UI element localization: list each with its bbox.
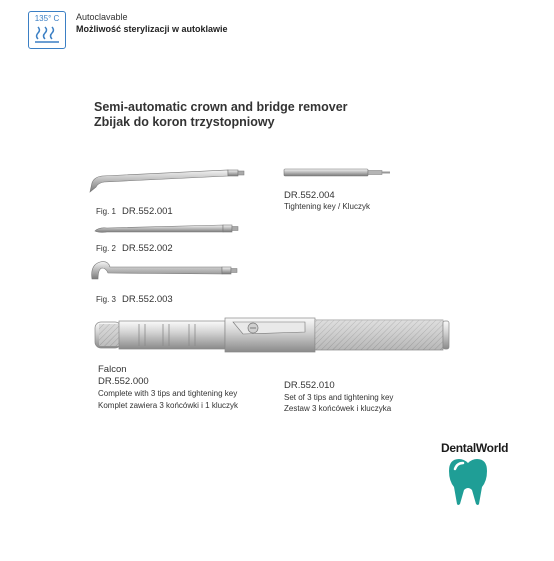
fig-1-code: DR.552.001 bbox=[122, 206, 173, 217]
fig-3-number: Fig. 3 bbox=[96, 295, 117, 304]
tip-1-image bbox=[88, 165, 248, 195]
fig-1-number: Fig. 1 bbox=[96, 207, 117, 216]
falcon-desc-pl: Komplet zawiera 3 końcówki i 1 kluczyk bbox=[98, 401, 239, 410]
fig-3-label bbox=[96, 294, 173, 305]
tightening-key-desc: Tightening key / Kluczyk bbox=[284, 202, 370, 211]
autoclave-label: Autoclavable bbox=[76, 12, 128, 22]
tip-3-image bbox=[88, 257, 244, 285]
set-code: DR.552.010 bbox=[284, 380, 335, 391]
product-title: Semi-automatic crown and bridge remover bbox=[94, 100, 348, 114]
fig-2-number: Fig. 2 bbox=[96, 244, 117, 253]
fig-3-code: DR.552.003 bbox=[122, 294, 173, 305]
tip-2-image bbox=[93, 222, 243, 236]
falcon-name: Falcon bbox=[98, 364, 127, 375]
set-desc-en: Set of 3 tips and tightening key bbox=[284, 393, 394, 402]
tightening-key-image bbox=[282, 166, 394, 180]
falcon-desc-en: Complete with 3 tips and tightening key bbox=[98, 389, 238, 398]
falcon-handle-image bbox=[93, 312, 453, 356]
steam-icon bbox=[34, 25, 60, 45]
fig-2-code: DR.552.002 bbox=[122, 243, 173, 254]
set-desc-pl: Zestaw 3 końcówek i kluczyka bbox=[284, 404, 392, 413]
fig-2-label bbox=[96, 243, 173, 254]
fig-1-label bbox=[96, 206, 173, 217]
brand-name: DentalWorld bbox=[441, 441, 509, 455]
tooth-logo-icon bbox=[445, 457, 491, 507]
product-title-pl: Zbijak do koron trzystopniowy bbox=[94, 115, 275, 129]
falcon-code: DR.552.000 bbox=[98, 376, 149, 387]
autoclave-label-pl: Możliwość sterylizacji w autoklawie bbox=[76, 24, 228, 34]
autoclave-temperature: 135° C bbox=[34, 14, 60, 23]
autoclave-badge bbox=[28, 11, 66, 49]
tightening-key-code: DR.552.004 bbox=[284, 190, 335, 201]
